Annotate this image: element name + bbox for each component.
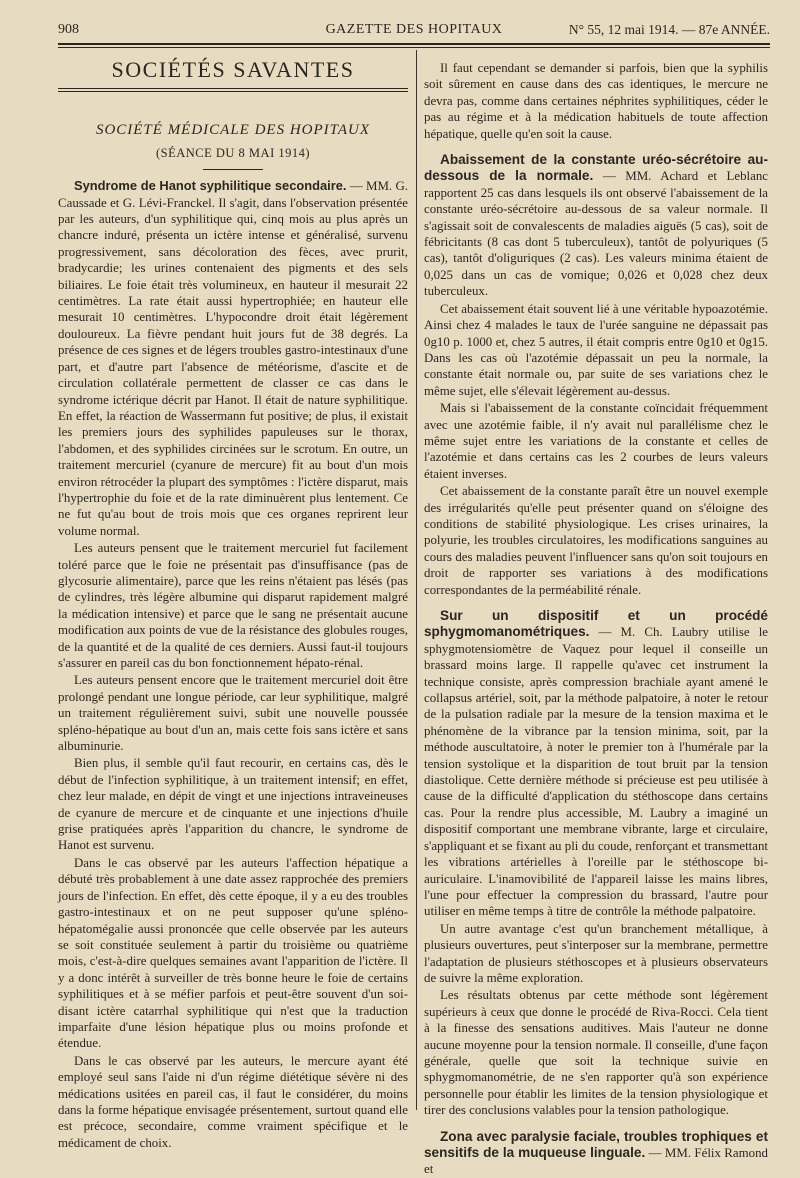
paragraph: Les résultats obtenus par cette méthode sont légèrement supérieurs à ceux que donne le procédé de Riva-Rocci. Cela tient à la finesse des sensations auditives. Mais l'auteur ne donne aucune moyenne pour la tension normale. Il conseille, d'une façon générale, quelle que soit la technique suivie en sphygmomanométrie, de ne s'en rapporter qu'à son expérience personnelle pour établir les limites de la tension physiologique et tirer des conclusions valables pour la tension pathologique. — [424, 988, 768, 1118]
section-rule — [58, 88, 408, 89]
right-column — [424, 60, 768, 1178]
paragraph: Un autre avantage c'est qu'un branchement métallique, à plusieurs ouvertures, peut s'interposer sur la membrane, permettre l'adaptation de plusieurs stéthoscopes et à plusieurs observateurs de suivre la même exploration. — [424, 921, 768, 985]
section-title: SOCIÉTÉS SAVANTES — [111, 57, 355, 82]
paragraph: Mais si l'abaissement de la constante coïncidait fréquemment avec une azotémie faible, il n'y avait nul parallélisme chez le même sujet entre les variations de la constante et celles de l'azotémie et dans certains cas les 2 courbes de leurs valeurs étaient inverses. — [424, 401, 768, 481]
article-paragraph — [424, 608, 768, 920]
paragraph: Dans le cas observé par les auteurs, le mercure ayant été employé seul sans l'aide ni d'un régime diététique sévère ni des médications usitées en pareil cas, il faut le considérer, du moins dans la forme hépatique envisagée présentement, surtout quand elle est précoce, secondaire, comme vraiment spécifique et le médicament de choix. — [58, 1053, 408, 1150]
journal-title: GAZETTE DES HOPITAUX — [325, 22, 503, 37]
header-rule — [58, 43, 770, 45]
short-rule — [203, 169, 263, 170]
article-headline: Sur un dispositif et un procédé sphygmomanométriques. — [424, 608, 768, 640]
running-head — [58, 20, 770, 40]
society-heading: SOCIÉTÉ MÉDICALE DES HOPITAUX — [95, 122, 371, 139]
left-column — [58, 56, 408, 1151]
paragraph: Il faut cependant se demander si parfois, bien que la syphilis soit sûrement en cause dans des cas identiques, le mercure ne devra pas, comme dans certaines néphrites syphilitiques, céder le pas au régime et à la médication habituels de toute affection hépatique, quelle qu'en soit la cause. — [424, 61, 768, 141]
session-date: (SÉANCE DU 8 MAI 1914) — [155, 145, 311, 160]
page-number: 908 — [58, 22, 79, 37]
paragraph: Dans le cas observé par les auteurs l'affection hépatique a débuté très probablement à une date assez rapprochée des premiers jours de l'infection. En effet, dès cette époque, il y a eu des troubles gastro-intestinaux et on ne peut supposer qu'une spléno-hépatomégalie aussi prononcée que celle observée par les auteurs se soit constituée seulement à partir du troisième ou quatrième mois, c'est-à-dire quelques semaines avant l'apparition de l'ictère. Il y a donc intérêt à surveiller de très bonne heure le foie de certains syphilitiques et à se méfier parfois et peut-être souvent d'un soi-disant ictère catarrhal syphilitique qui n'est que la traduction imparfaite d'une lésion hépatique plus ou moins profonde et étendue. — [58, 855, 408, 1051]
paragraph: Les auteurs pensent encore que le traitement mercuriel doit être prolongé pendant une longue période, car leur syphilitique, malgré un traitement régulièrement suivi, subit une nouvelle poussée spléno-hépatique au bout d'un an, mais cette fois sans ictère et sans albuminurie. — [58, 673, 408, 754]
issue-info: N° 55, 12 mai 1914. — 87e ANNÉE. — [568, 22, 770, 37]
section-rule-thin — [58, 91, 408, 92]
paragraph: Cet abaissement était souvent lié à une véritable hypoazotémie. Ainsi chez 4 malades le taux de l'urée sanguine ne dépassait pas 0g10 p. 1000 et, chez 5 autres, il était compris entre 0g10 et 0g15. Dans les cas où l'azotémie dépassait un peu la normale, la constante était normale ou, par suite de ses variations chez le même sujet, elle s'élevait légèrement au-dessus. — [424, 301, 768, 398]
paragraph: Cet abaissement de la constante paraît être un nouvel exemple des irrégularités qu'elle peut présenter quand on s'éloigne des conditions de stabilité physiologique. Les crises urinaires, la polyurie, les troubles circulatoires, les modifications sanguines au cours des maladies peuvent l'influencer sans qu'on soit toujours en droit de rapporter ses variations à des modifications correspondantes de la perméabilité rénale. — [424, 484, 768, 597]
article-headline: Zona avec paralysie faciale, troubles trophiques et sensitifs de la muqueuse linguale. — [424, 1128, 768, 1160]
paragraph: Bien plus, il semble qu'il faut recourir, en certains cas, dès le début de l'infection syphilitique, à un traitement intensif; en effet, chez leur malade, en dépit de vingt et une injections intraveineuses de cyanure de mercure et de cinquante et une injections d'huile grise pratiquées après l'apparition du chancre, le syndrome de Hanot est survenu. — [58, 756, 408, 853]
article-headline: Syndrome de Hanot syphilitique secondaire. — [74, 178, 347, 194]
paragraph-text: — MM. Achard et Leblanc rapportent 25 cas dans lesquels ils ont observé l'abaissement de la constante uréo-sécrétoire au-dessous de sa valeur normale. Il s'agissait soit de convalescents de maladies aiguës (5 cas), soit de fébricitants (8 cas dont 5 tuberculeux), tantôt de polyuriques (5 cas), tantôt d'oliguriques (2 cas). Les valeurs minima étaient de 0,025 dans un cas de vomique; 0,026 et 0,028 chez deux tuberculeux. — [424, 169, 769, 299]
article-paragraph — [424, 152, 768, 300]
article-paragraph — [58, 178, 408, 539]
article-paragraph — [424, 1129, 768, 1178]
paragraph: Les auteurs pensent que le traitement mercuriel fut facilement toléré parce que le foie ne présentait pas d'insuffisance (pas de glycosurie alimentaire), parce que les reins n'étaient pas lésés (pas de cylindres, très légère albumine qui disparut rapidement malgré la médication intensive) et parce que le sang ne présentait aucune modification aux points de vue de la résistance des globules rouges, de la quantité et de la qualité de ces derniers. Aussi faut-il toujours s'assurer en pareil cas du bon fonctionnement hépato-rénal. — [58, 541, 408, 670]
paragraph-text: — MM. G. Caussade et G. Lévi-Franckel. Il s'agit, dans l'observation présentée par les auteurs, d'un syphilitique qui, cinq mois au plus après un chancre induré, présenta un ictère intense et généralisé, survenu progressivement, sans décoloration des fèces, avec prurit, bradycardie; les urines contenaient des pigments et des sels biliaires. Le foie était très volumineux, en hauteur il mesurait 22 centimètres. La rate était aussi hypertrophiée; en hauteur elle mesurait 10 centimètres. L'hypocondre droit était légèrement douloureux. La fièvre pendant huit jours fut de 38 degrés. La présence de ces signes et de légers troubles gastro-intestinaux d'une part, et d'autre part l'absence de météorisme, d'ascite et de circulation collatérale permettent de classer ce cas dans le syndrome ictérique décrit par Hanot. Il était de nature syphilitique. En effet, la réaction de Wassermann fut positive; de plus, il existait les premiers jours des syphilides papuleuses sur le thorax, l'abdomen, et des syphilides circinées sur le scrotum. En outre, un traitement mercuriel (cyanure de mercure) fit au bout d'un mois environ rétrocéder la plupart des symptômes : l'ictère disparut, mais l'hypertrophie du foie et de la rate diminuèrent plus lentement. Ce ne fut qu'au bout de trois mois que ces organes reprirent leur volume normal. — [58, 179, 408, 538]
paragraph-text: — MM. Félix Ramond et — [424, 1146, 768, 1177]
column-divider — [416, 50, 417, 1110]
article-headline: Abaissement de la constante uréo-sécrétoire au-dessous de la normale. — [424, 152, 768, 184]
paragraph-text: — M. Ch. Laubry utilise le sphygmotensiomètre de Vaquez pour lequel il conseille un brassard moins large. Il rappelle qu'avec cet instrument la technique consiste, après compression brachiale ayant amené le collapsus artériel, soit, par la méthode palpatoire, à noter le retour de la pulsation radiale par la mesure de la tension maxima et le phénomène de la vibrance par la tension minima, soit, par la méthode auscultatoire, à noter le premier ton à l'humérale par la tension systolique et la disparition de tout bruit par la tension diastolique. Cette dernière méthode si précieuse est peu utilisée à cause de la difficulté d'application du stéthoscope dans certains cas. Pour la rendre plus accessible, M. Laubry a imaginé un dispositif comportant une membrane vibrante, large et circulaire, s'appliquant et se fixant au pli du coude, renforçant et transmettant les vibrations artérielles à l'oreille par le stéthoscope bi-auriculaire. L'inamovibilité de l'appareil laisse les mains libres, l'une pour effectuer la compression du brassard, l'autre pour utiliser en même temps à titre de contrôle la méthode palpatoire. — [424, 625, 768, 919]
header-rule-thin — [58, 47, 770, 48]
